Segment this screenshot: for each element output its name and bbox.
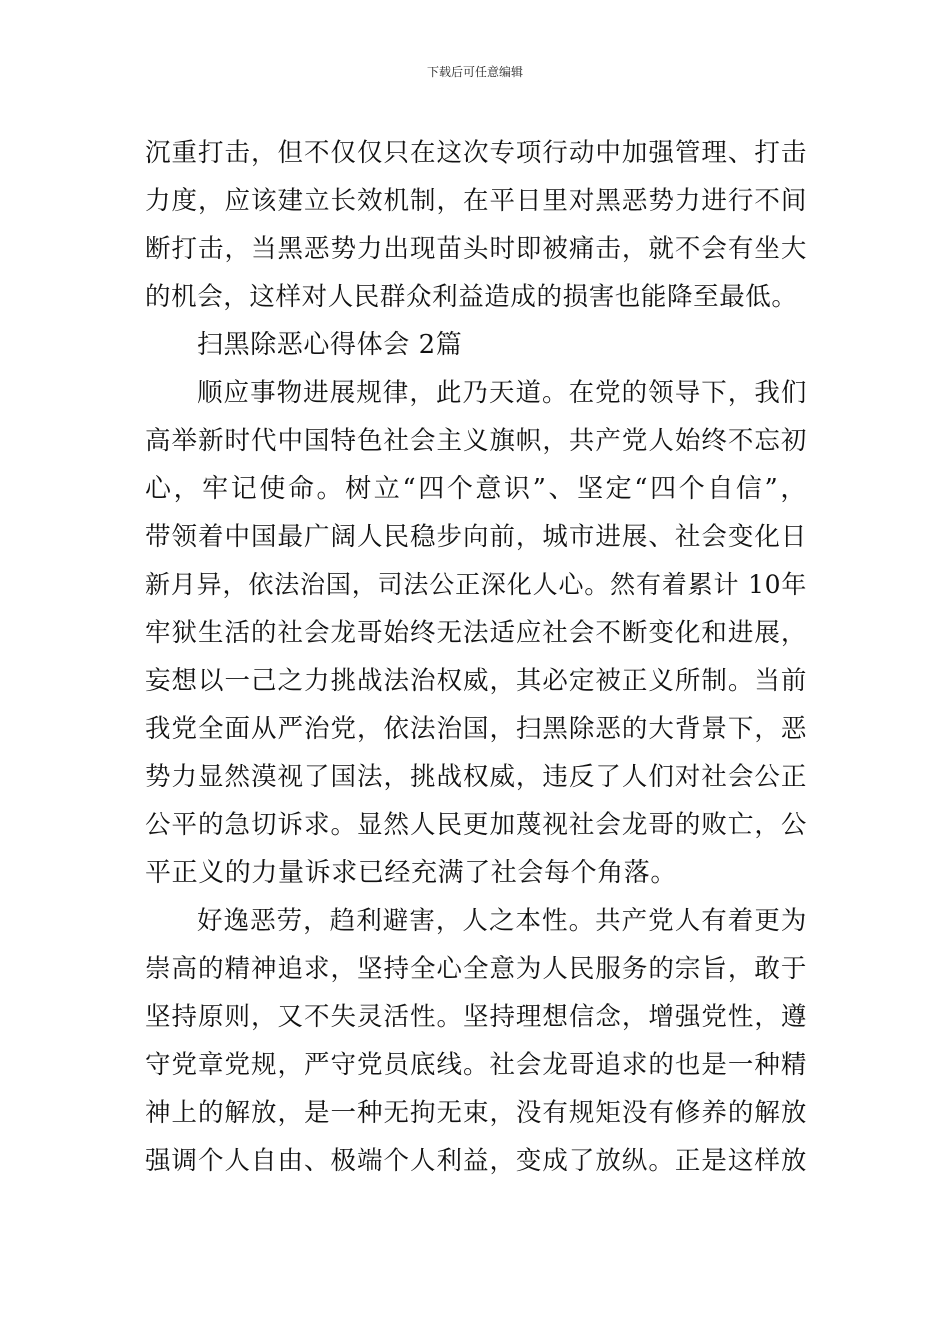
text-line: 我党全面从严治党，依法治国，扫黑除恶的大背景下，恶 [145,714,807,744]
text-line: 守党章党规，严守党员底线。社会龙哥追求的也是一种精 [145,1050,807,1080]
text-line: 平正义的力量诉求已经充满了社会每个角落。 [145,858,678,888]
text-line: 断打击，当黑恶势力出现苗头时即被痛击，就不会有坐大 [145,234,807,264]
text-line: 新月异，依法治国，司法公正深化人心。然有着累计 10年 [145,570,807,599]
text-line: 神上的解放，是一种无拘无束，没有规矩没有修养的解放 [145,1098,807,1128]
text-line: 顺应事物进展规律，此乃天道。在党的领导下，我们 [197,378,807,408]
text-line: 崇高的精神追求，坚持全心全意为人民服务的宗旨，敢于 [145,954,807,984]
body-text [145,129,807,1185]
text-line: 强调个人自由、极端个人利益，变成了放纵。正是这样放 [145,1146,807,1176]
text-line: 的机会，这样对人民群众利益造成的损害也能降至最低。 [145,282,798,312]
text-line: 牢狱生活的社会龙哥始终无法适应社会不断变化和进展， [145,618,807,648]
text-line: 妄想以一己之力挑战法治权威，其必定被正义所制。当前 [145,666,807,696]
page-header: 下载后可任意编辑 [426,65,523,79]
text-line: 坚持原则，又不失灵活性。坚持理想信念，增强党性，遵 [145,1002,807,1032]
text-line: 心，牢记使命。树立“四个意识”、坚定“四个自信”， [145,474,807,504]
text-line: 公平的急切诉求。显然人民更加蔑视社会龙哥的败亡，公 [145,810,807,840]
section-heading: 扫黑除恶心得体会 2篇 [197,330,463,360]
text-line: 好逸恶劳，趋利避害，人之本性。共产党人有着更为 [197,906,807,936]
text-line: 高举新时代中国特色社会主义旗帜，共产党人始终不忘初 [145,426,807,456]
text-line: 带领着中国最广阔人民稳步向前，城市进展、社会变化日 [145,522,807,552]
text-line: 势力显然漠视了国法，挑战权威，违反了人们对社会公正 [145,762,807,792]
text-line: 力度，应该建立长效机制，在平日里对黑恶势力进行不间 [145,186,807,216]
text-line: 沉重打击，但不仅仅只在这次专项行动中加强管理、打击 [145,138,807,168]
